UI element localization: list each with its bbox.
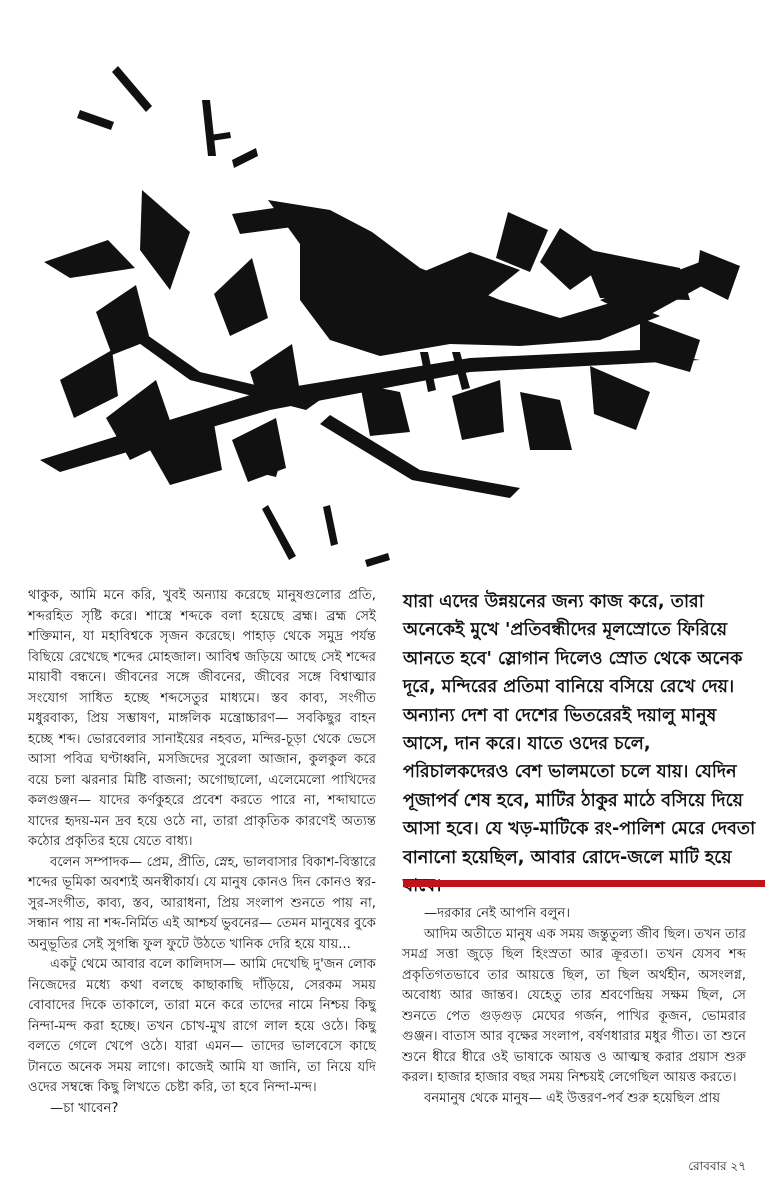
burst-stroke [262,505,296,560]
leaf [232,418,286,482]
body-paragraph: একটু থেমে আবার বলে কালিদাস— আমি দেখেছি দু'জন লোক নিজেদের মধ্যে কথা বলছে কাছাকাছি দাঁড়িয়ে, সেরকম সময় বোবাদের দিকে তাকালে, তারা মনে করে তাদের নামে নিশ্চয় কিছু নিন্দা-মন্দ করা হচ্ছে। তখন চোখ-মুখ রাগে লাল হয়ে ওঠে। কিছু বলতে গেলে খেপে ওঠে। যারা এমন— তাদের ভালবেসে কাছে টানতে অনেক সময় লাগে। কাজেই আমি যা জানি, তা নিয়ে যদি ওদের সম্বন্ধে কিছু লিখতে চেষ্টা করি, তা হবে নিন্দা-মন্দ। [28,957,376,1095]
burst-stroke [232,148,258,168]
burst-stroke [202,100,216,156]
leaf [140,190,190,290]
leaf [214,258,268,336]
leaf [496,212,548,272]
leaf [520,392,572,450]
dialogue-line: —চা খাবেন? [50,1100,119,1116]
accent-rule [403,880,765,887]
leaf [696,250,740,300]
crow-illustration [0,0,770,580]
leaf [452,380,504,440]
burst-stroke [112,66,152,112]
body-paragraph: বলেন সম্পাদক— প্রেম, প্রীতি, স্নেহ, ভালবাসার বিকাশ-বিস্তারে শব্দের ভূমিকা অবশ্যই অনস্বীকার্য। যে মানুষ কোনও দিন কোনও স্বর-সুর-সংগীত, কাব্য, স্তব, আরাধনা, প্রিয় সংলাপ শুনতে পায় না, সন্ধান পায় না শব্দ-নির্মিত এই আশ্চর্য ভুবনের— তেমন মানুষের বুকে অনুভূতির সেই সুগন্ধি ফুল ফুটে উঠতে খানিক দেরি হয়ে যায়... [28,854,376,952]
body-paragraph: আদিম অতীতে মানুষ এক সময় জন্তুতুল্য জীব ছিল। তখন তার সমগ্র সত্তা জুড়ে ছিল হিংস্রতা আর ক্রূরতা। তখন যেসব শব্দ প্রকৃতিগতভাবে তার আয়ত্তে ছিল, তা ছিল অর্থহীন, অসংলগ্ন, অবোধ্য আর জান্তব। যেহেতু তার শ্রবণেন্দ্রিয় সক্ষম ছিল, সে শুনতে পেত গুড়গুড় মেঘের গর্জন, পাখির কূজন, ভোমরার গুঞ্জন। বাতাস আর বৃক্ষের সংলাপ, বর্ষণধারার মধুর গীত। তা শুনে শুনে ধীরে ধীরে ওই ভাষাকে আয়ত্ত ও আত্মস্থ করার প্রয়াস শুরু করল। হাজার হাজার বছর সময় নিশ্চয়ই লেগেছিল আয়ত্ত করতে। [402,926,746,1085]
burst-stroke [77,110,114,130]
article-right-column [402,904,746,1109]
body-paragraph: থাকুক, আমি মনে করি, খুবই অন্যায় করেছে মানুষগুলোর প্রতি, শব্দরহিত সৃষ্টি করে। শাস্ত্রে শব্দকে বলা হয়েছে ব্রহ্ম। ব্রহ্ম সেই শক্তিমান, যা মহাবিশ্বকে সৃজন করেছে। পাহাড় থেকে সমুদ্র পর্যন্ত বিছিয়ে রেখেছে শব্দের মোহজাল। আবিশ্ব জড়িয়ে আছে সেই শব্দের মায়াবী বন্ধনে। জীবনের সঙ্গে জীবনের, জীবের সঙ্গে বিশ্বাত্মার সংযোগ সাধিত হচ্ছে শব্দসেতুর মাধ্যমে। স্তব কাব্য, সংগীত মধুরবাক্য, প্রিয় সম্ভাষণ, মাঙ্গলিক মন্ত্রোচ্চারণ— সবকিছুর বাহন হচ্ছে শব্দ। ভোরবেলার সানাইয়ের নহবত, মন্দির-চূড়া থেকে ভেসে আসা পবিত্র ঘণ্টাধ্বনি, মসজিদের সুরেলা আজান, কুলকুল করে বয়ে চলা ঝরনার মিষ্টি বাজনা; অগোছালো, এলেমেলো পাখিদের কলগুঞ্জন— যাদের কর্ণকুহরে প্রবেশ করতে পারে না, শব্দাঘাতে যাদের হৃদয়-মন দ্রব হয়ে ওঠে না, তারা প্রাকৃতিক কারণেই অত্যন্ত কঠোর প্রকৃতির হয়ে যেতে বাধ্য। [28,588,376,849]
article-left-column [28,586,376,1119]
leaf [360,384,410,436]
burst-stroke [365,553,390,567]
body-paragraph: বনমানুষ থেকে মানুষ— এই উত্তরণ-পর্ব শুরু হয়েছিল প্রায় [424,1090,721,1106]
leaf [44,240,135,278]
burst-stroke [323,505,338,546]
leaf [590,366,650,430]
leaf [580,248,690,300]
pull-quote: যারা এদের উন্নয়নের জন্য কাজ করে, তারা অনেকেই মুখে 'প্রতিবন্ধীদের মূলস্রোতে ফিরিয়ে আনতে হবে' স্লোগান দিলেও স্রোত থেকে অনেক দূরে, মন্দিরের প্রতিমা বানিয়ে বসিয়ে রেখে দেয়। অন্যান্য দেশ বা দেশের ভিতরেরই দয়ালু মানুষ আসে, দান করে। যাতে ওদের চলে, পরিচালকদেরও বেশ ভালমতো চলে যায়। যেদিন পূজাপর্ব শেষ হবে, মাটির ঠাকুর মাঠে বসিয়ে দিয়ে আসা হবে। যে খড়-মাটিকে রং-পালিশ মেরে দেবতা বানানো হয়েছিল, আবার রোদে-জলে মাটি হয়ে [403,592,756,868]
dialogue-line: —দরকার নেই আপনি বলুন। [424,906,571,921]
leaf [640,318,700,372]
crow-eye [273,231,291,245]
page-folio: রোববার ২৭ [688,1159,746,1173]
leaf [60,350,118,418]
